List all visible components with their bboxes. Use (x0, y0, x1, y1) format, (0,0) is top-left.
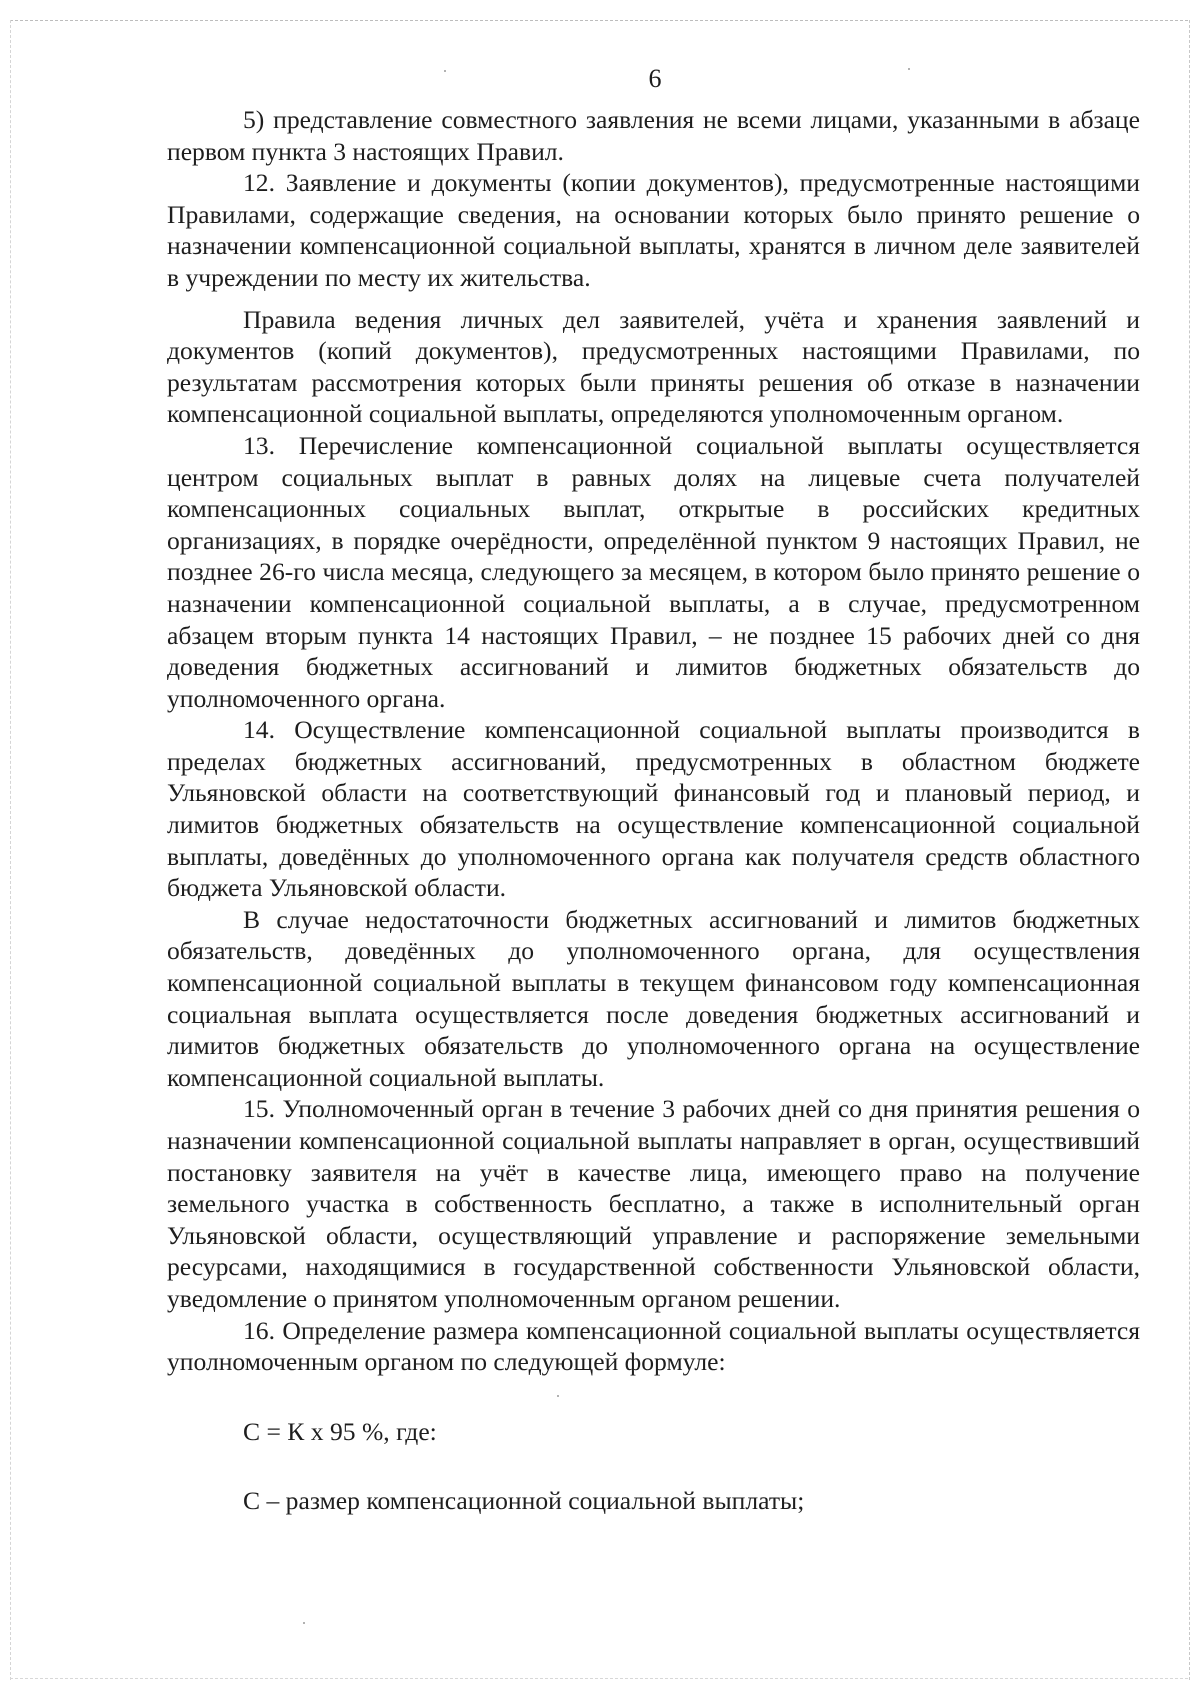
scan-edge-bottom (10, 1678, 1188, 1679)
paragraph-section-14: 14. Осуществление компенсационной социальной выплаты производится в пределах бюджетных ассигнований, предусмотренных в областном бюджете Ульяновской области на соответствующий финансовый год и плановый период, и лимитов бюджетных обязательств на осуществление компенсационной социальной выплаты, доведённых до уполномоченного органа как получателя средств областного бюджета Ульяновской области. (167, 715, 1140, 903)
scan-edge-right (1189, 20, 1190, 1680)
scan-edge-left (10, 20, 11, 1680)
document-body (167, 104, 1140, 1517)
formula-definition: С – размер компенсационной социальной выплаты; (243, 1486, 805, 1516)
formula-expression: С = К х 95 %, где: (243, 1416, 437, 1446)
paragraph-section-16: 16. Определение размера компенсационной социальной выплаты осуществляется уполномоченным органом по следующей формуле: (167, 1315, 1140, 1377)
scan-speck (303, 1622, 305, 1624)
paragraph-item-5: 5) представление совместного заявления не всеми лицами, указанными в абзаце первом пункта 3 настоящих Правил. (167, 105, 1140, 166)
paragraph-section-12: 12. Заявление и документы (копии документов), предусмотренные настоящими Правилами, содержащие сведения, на основании которых было принято решение о назначении компенсационной социальной выплаты, хранятся в личном деле заявителей в учреждении по месту их жительства. (167, 168, 1140, 292)
paragraph-section-14-shortfall: В случае недостаточности бюджетных ассигнований и лимитов бюджетных обязательств, доведённых до уполномоченного органа, для осуществления компенсационной социальной выплаты в текущем финансовом году компенсационная социальная выплата осуществляется после доведения бюджетных ассигнований и лимитов бюджетных обязательств до уполномоченного органа на осуществление компенсационной социальной выплаты. (167, 904, 1140, 1092)
page-number: 6 (648, 64, 662, 93)
scan-edge-top (10, 20, 1188, 21)
paragraph-section-15: 15. Уполномоченный орган в течение 3 рабочих дней со дня принятия решения о назначении компенсационной социальной выплаты направляет в орган, осуществивший постановку заявителя на учёт в качестве лица, имеющего право на получение земельного участка в собственность бесплатно, а также в исполнительный орган Ульяновской области, осуществляющий управление и распоряжение земельными ресурсами, находящимися в государственной собственности Ульяновской области, уведомление о принятом уполномоченным органом решении. (167, 1094, 1140, 1313)
paragraph-section-13: 13. Перечисление компенсационной социальной выплаты осуществляется центром социальных выплат в равных долях на лицевые счета получателей компенсационных социальных выплат, открытые в российских кредитных организациях, в порядке очерёдности, определённой пунктом 9 настоящих Правил, не позднее 26-го числа месяца, следующего за месяцем, в котором было принято решение о назначении компенсационной социальной выплаты, а в случае, предусмотренном абзацем вторым пункта 14 настоящих Правил, – не позднее 15 рабочих дней со дня доведения бюджетных ассигнований и лимитов бюджетных обязательств до уполномоченного органа. (167, 430, 1140, 713)
paragraph-section-12-rules: Правила ведения личных дел заявителей, учёта и хранения заявлений и документов (копий документов), предусмотренных настоящими Правилами, по результатам рассмотрения которых были приняты решения об отказе в назначении компенсационной социальной выплаты, определяются уполномоченным органом. (167, 304, 1140, 429)
